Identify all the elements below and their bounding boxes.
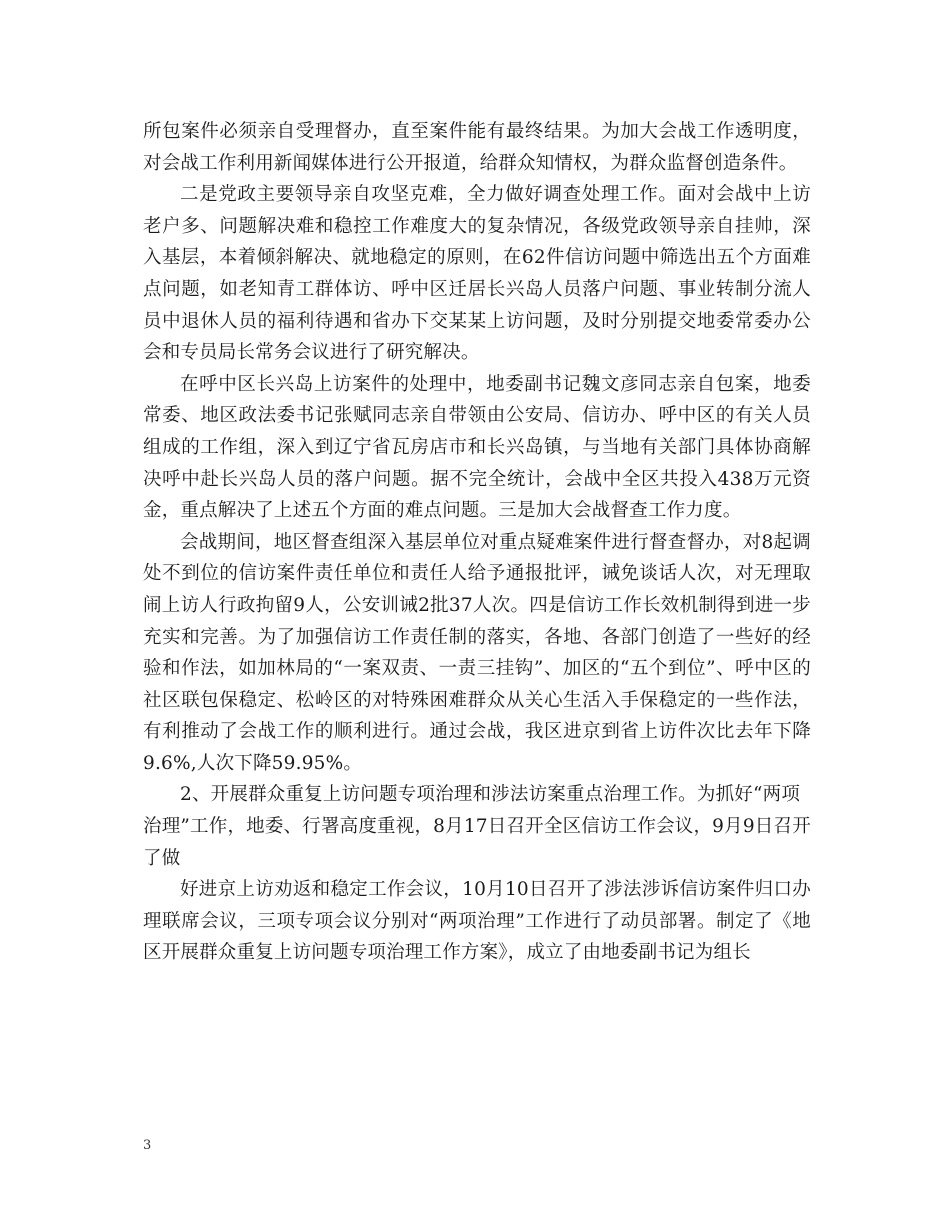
page-number: 3 bbox=[143, 1138, 152, 1153]
paragraph-2: 二是党政主要领导亲自攻坚克难，全力做好调查处理工作。面对会战中上访老户多、问题解决难和稳控工作难度大的复杂情况，各级党政领导亲自挂帅，深入基层，本着倾斜解决、就地稳定的原则，在62件信访问题中筛选出五个方面难点问题，如老知青工群体访、呼中区迁居长兴岛人员落户问题、事业转制分流人员中退休人员的福利待遇和省办下交某某上访问题，及时分别提交地委常委办公会和专员局长常务会议进行了研究解决。 bbox=[143, 184, 811, 364]
paragraph-3: 在呼中区长兴岛上访案件的处理中，地委副书记魏文彦同志亲自包案，地委常委、地区政法委书记张赋同志亲自带领由公安局、信访办、呼中区的有关人员组成的工作组，深入到辽宁省瓦房店市和长兴岛镇，与当地有关部门具体协商解决呼中赴长兴岛人员的落户问题。据不完全统计，会战中全区共投入438万元资金，重点解决了上述五个方面的难点问题。三是加大会战督查工作力度。 bbox=[143, 373, 811, 522]
body-text bbox=[143, 116, 811, 969]
paragraph-6: 好进京上访劝返和稳定工作会议，10月10日召开了涉法涉诉信访案件归口办理联席会议，三项专项会议分别对“两项治理”工作进行了动员部署。制定了《地区开展群众重复上访问题专项治理工作方案》，成立了由地委副书记为组长 bbox=[143, 879, 811, 964]
paragraph-5: 2、开展群众重复上访问题专项治理和涉法访案重点治理工作。为抓好“两项治理”工作，地委、行署高度重视，8月17日召开全区信访工作会议，9月9日召开了做 bbox=[143, 784, 811, 869]
paragraph-1: 所包案件必须亲自受理督办，直至案件能有最终结果。为加大会战工作透明度，对会战工作利用新闻媒体进行公开报道，给群众知情权，为群众监督创造条件。 bbox=[143, 121, 811, 174]
paragraph-4: 会战期间，地区督查组深入基层单位对重点疑难案件进行督查督办，对8起调处不到位的信访案件责任单位和责任人给予通报批评，诫免谈话人次，对无理取闹上访人行政拘留9人，公安训诫2批37人次。四是信访工作长效机制得到进一步充实和完善。为了加强信访工作责任制的落实，各地、各部门创造了一些好的经验和作法，如加林局的“一案双责、一责三挂钩”、加区的“五个到位”、呼中区的社区联包保稳定、松岭区的对特殊困难群众从关心生活入手保稳定的一些作法，有利推动了会战工作的顺利进行。通过会战，我区进京到省上访件次比去年下降9.6%,人次下降59.95%。 bbox=[143, 531, 811, 774]
